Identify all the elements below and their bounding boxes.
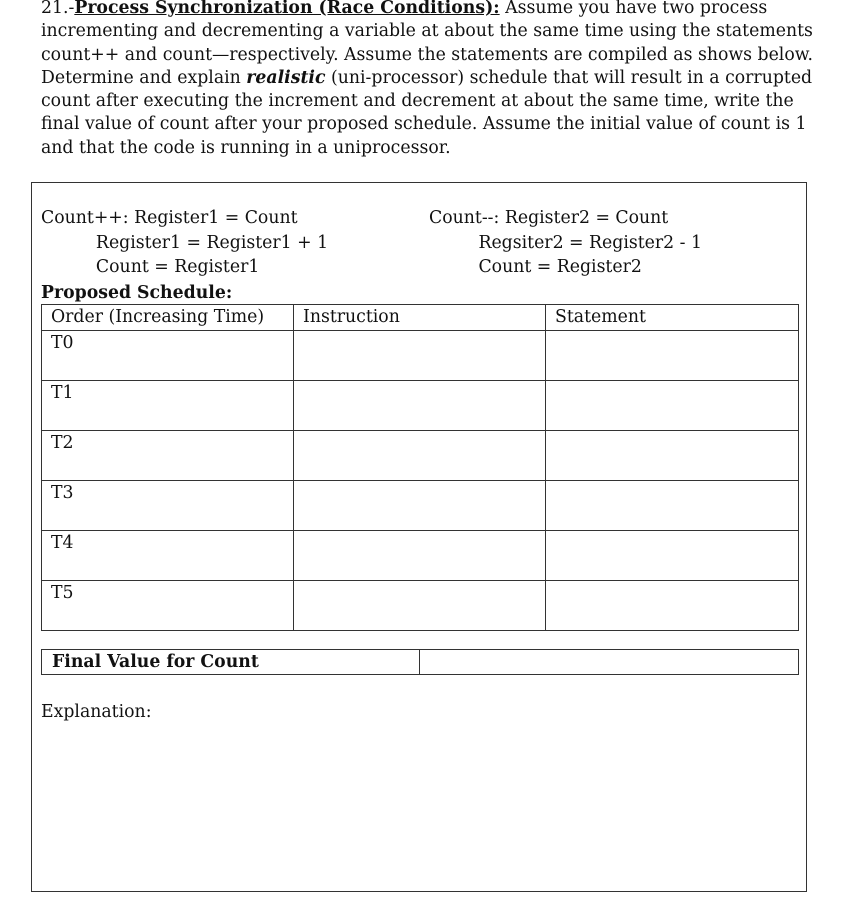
schedule-table [41, 304, 799, 631]
question-text [41, 0, 821, 160]
code-line: Count = Register1 [41, 257, 260, 278]
schedule-body [42, 331, 799, 631]
table-row [42, 331, 799, 381]
table-row [42, 581, 799, 631]
statement-cell[interactable] [546, 431, 799, 481]
question-title: Process Synchronization (Race Conditions): [74, 0, 500, 18]
final-value-table [41, 649, 799, 675]
question-body-1: Assume you have two process incrementing and decrementing a variable at about the same time using the statements count++ and count—respectively. Assume the statements are compiled as shows below. Determine and explain [41, 0, 813, 88]
order-cell: T4 [42, 531, 294, 581]
statement-cell[interactable] [546, 381, 799, 431]
instruction-cell[interactable] [294, 431, 546, 481]
decrement-code [429, 206, 702, 280]
order-cell: T1 [42, 381, 294, 431]
column-header-statement: Statement [546, 305, 799, 331]
code-line: Regsiter2 = Register2 - 1 [429, 232, 702, 253]
question-number: 21.- [41, 0, 75, 18]
instruction-cell[interactable] [294, 581, 546, 631]
statement-cell[interactable] [546, 581, 799, 631]
statement-cell[interactable] [546, 481, 799, 531]
instruction-cell[interactable] [294, 481, 546, 531]
column-header-instruction: Instruction [294, 305, 546, 331]
code-line: Register1 = Register1 + 1 [41, 232, 329, 253]
instruction-cell[interactable] [294, 381, 546, 431]
instruction-cell[interactable] [294, 331, 546, 381]
instruction-cell[interactable] [294, 531, 546, 581]
schedule-heading: Proposed Schedule: [41, 283, 233, 303]
final-value-field[interactable] [420, 650, 799, 675]
table-row [42, 531, 799, 581]
statement-cell[interactable] [546, 331, 799, 381]
table-row [42, 481, 799, 531]
code-line: Count = Register2 [429, 257, 642, 278]
table-header-row [42, 305, 799, 331]
order-cell: T2 [42, 431, 294, 481]
code-line: Count++: Register1 = Count [41, 208, 298, 228]
table-row [42, 381, 799, 431]
table-row [42, 431, 799, 481]
code-line: Count--: Register2 = Count [429, 208, 669, 228]
final-value-row [42, 650, 799, 675]
order-cell: T5 [42, 581, 294, 631]
column-header-order: Order (Increasing Time) [42, 305, 294, 331]
increment-code [41, 206, 328, 280]
question-body-2: (uni-processor) schedule that will result in a corrupted count after executing the increment and decrement at about the same time, write the final value of count after your proposed schedule. Assume the initial value of count is 1 and that the code is running in a uniprocessor. [41, 67, 813, 158]
order-cell: T0 [42, 331, 294, 381]
explanation-label: Explanation: [41, 702, 152, 722]
statement-cell[interactable] [546, 531, 799, 581]
question-emphasis: realistic [246, 67, 326, 88]
final-value-label: Final Value for Count [42, 650, 420, 675]
order-cell: T3 [42, 481, 294, 531]
